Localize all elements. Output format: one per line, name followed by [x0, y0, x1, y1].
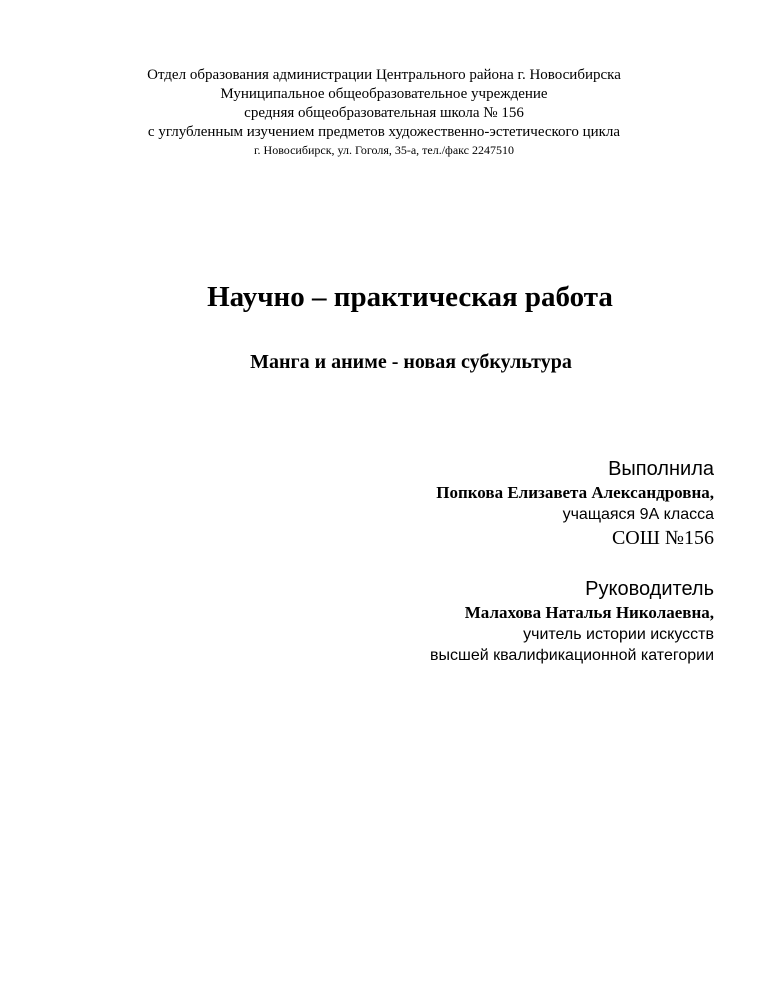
document-header	[0, 66, 768, 158]
supervisor-category: высшей квалификационной категории	[429, 647, 714, 664]
page-subtitle: Манга и аниме - новая субкультура	[250, 351, 572, 373]
supervisor-name: Малахова Наталья Николаевна,	[464, 603, 714, 622]
performer-block	[436, 456, 714, 551]
supervisor-role: Руководитель	[585, 578, 714, 600]
supervisor-block	[430, 576, 714, 666]
performer-school: СОШ №156	[611, 527, 714, 549]
performer-role: Выполнила	[608, 458, 714, 480]
header-department: Отдел образования администрации Центрального района г. Новосибирска	[147, 67, 621, 83]
supervisor-position: учитель истории искусств	[523, 626, 714, 643]
header-address: г. Новосибирск, ул. Гоголя, 35-а, тел./факс 2247510	[253, 143, 515, 157]
page-title: Научно – практическая работа	[207, 281, 613, 313]
header-specialization: с углубленным изучением предметов художественно-эстетического цикла	[147, 124, 621, 140]
header-school: средняя общеобразовательная школа № 156	[244, 105, 524, 121]
performer-name: Попкова Елизавета Александровна,	[436, 483, 714, 502]
header-institution-type: Муниципальное общеобразовательное учреждение	[220, 86, 548, 102]
performer-position: учащаяся 9А класса	[562, 506, 714, 523]
